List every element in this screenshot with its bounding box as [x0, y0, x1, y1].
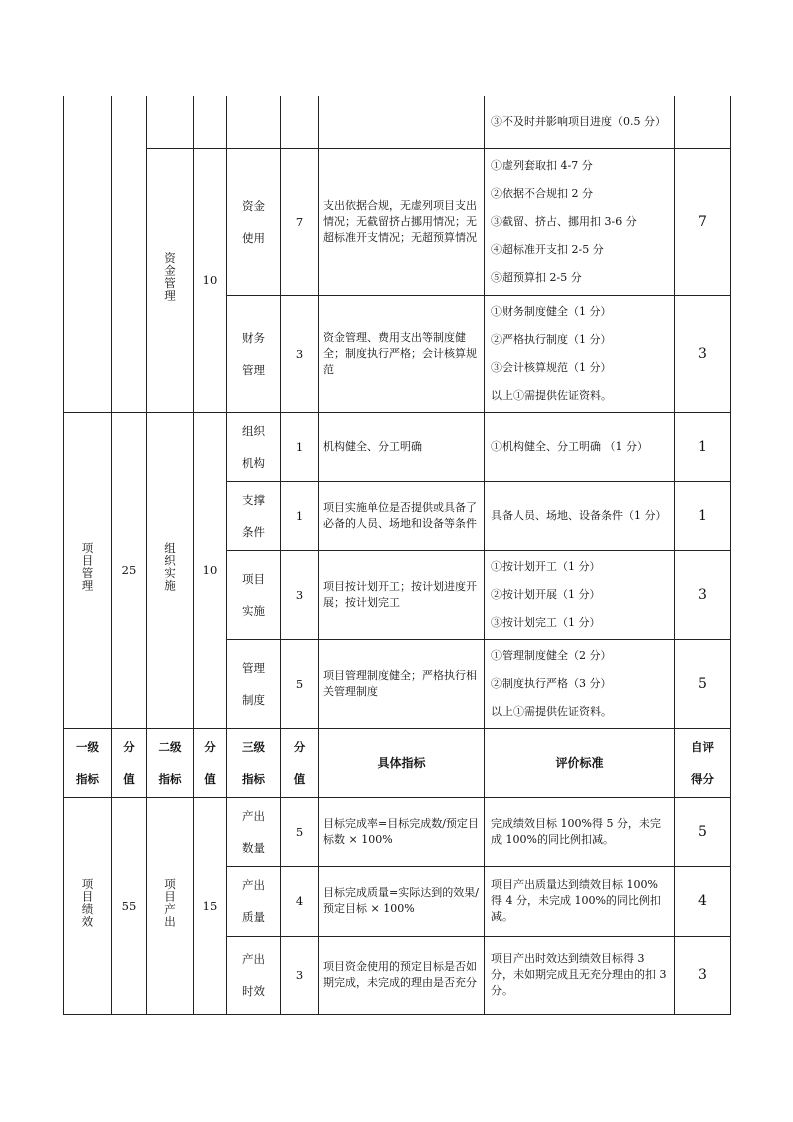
l1-score-cell: 55 — [112, 797, 147, 1014]
l2-cell: 资金管理 — [147, 148, 194, 412]
evaluation-table — [63, 96, 731, 1015]
self-score-cell: 3 — [675, 936, 731, 1014]
indicator-cell: 项目管理制度健全；严格执行相关管理制度 — [319, 639, 485, 728]
l3-score-cell: 3 — [281, 295, 319, 412]
criteria-cell: ③不及时并影响项目进度（0.5 分） — [485, 96, 675, 148]
criteria-cell: 具备人员、场地、设备条件（1 分） — [485, 481, 675, 550]
header-l1: 一级指标 — [64, 728, 112, 797]
l3-cell: 管理制度 — [227, 639, 281, 728]
l2-cell: 项目产出 — [147, 797, 194, 1014]
l3-cell: 产出时效 — [227, 936, 281, 1014]
table-row — [64, 96, 731, 148]
self-score-cell: 3 — [675, 295, 731, 412]
l2-score-cell: 15 — [194, 797, 227, 1014]
l1-score-cell: 25 — [112, 412, 147, 728]
criteria-cell: ①按计划开工（1 分） ②按计划开展（1 分） ③按计划完工（1 分） — [485, 550, 675, 639]
l2-cell: 组织实施 — [147, 412, 194, 728]
l1-cell: 项目管理 — [64, 412, 112, 728]
l2-score-cell: 10 — [194, 412, 227, 728]
indicator-cell: 项目实施单位是否提供或具备了必备的人员、场地和设备等条件 — [319, 481, 485, 550]
header-l1-score: 分值 — [112, 728, 147, 797]
self-score-cell: 5 — [675, 639, 731, 728]
l1-cell: 项目绩效 — [64, 797, 112, 1014]
l3-score-cell: 5 — [281, 639, 319, 728]
l3-score-cell: 3 — [281, 936, 319, 1014]
header-l3-score: 分值 — [281, 728, 319, 797]
indicator-cell: 项目按计划开工；按计划进度开展；按计划完工 — [319, 550, 485, 639]
self-score-cell: 3 — [675, 550, 731, 639]
l2-cell — [147, 96, 194, 148]
header-criteria: 评价标准 — [485, 728, 675, 797]
indicator-cell — [319, 96, 485, 148]
indicator-cell: 资金管理、费用支出等制度健全；制度执行严格；会计核算规范 — [319, 295, 485, 412]
criteria-cell: ①机构健全、分工明确 （1 分） — [485, 412, 675, 481]
criteria-cell: ①管理制度健全（2 分） ②制度执行严格（3 分） 以上①需提供佐证资料。 — [485, 639, 675, 728]
criteria-cell: ①财务制度健全（1 分） ②严格执行制度（1 分） ③会计核算规范（1 分） 以上①需提供佐证资料。 — [485, 295, 675, 412]
l3-cell — [227, 96, 281, 148]
criteria-cell: 完成绩效目标 100%得 5 分，未完成 100%的同比例扣减。 — [485, 797, 675, 866]
l1-cell — [64, 96, 112, 412]
indicator-cell: 机构健全、分工明确 — [319, 412, 485, 481]
l3-score-cell: 7 — [281, 148, 319, 295]
l3-score-cell: 1 — [281, 481, 319, 550]
table-row — [64, 797, 731, 866]
l2-score-cell — [194, 96, 227, 148]
indicator-cell: 目标完成质量=实际达到的效果/预定目标 × 100% — [319, 866, 485, 936]
l3-cell: 资金使用 — [227, 148, 281, 295]
criteria-cell: ①虚列套取扣 4-7 分 ②依据不合规扣 2 分 ③截留、挤占、挪用扣 3-6 分 ④超标准开支扣 2-5 分 ⑤超预算扣 2-5 分 — [485, 148, 675, 295]
l1-score-cell — [112, 96, 147, 412]
self-score-cell: 5 — [675, 797, 731, 866]
header-l3: 三级指标 — [227, 728, 281, 797]
self-score-cell: 1 — [675, 412, 731, 481]
l3-cell: 项目实施 — [227, 550, 281, 639]
l3-score-cell: 5 — [281, 797, 319, 866]
l3-cell: 组织机构 — [227, 412, 281, 481]
self-score-cell: 7 — [675, 148, 731, 295]
indicator-cell: 项目资金使用的预定目标是否如期完成，未完成的理由是否充分 — [319, 936, 485, 1014]
l3-cell: 支撑条件 — [227, 481, 281, 550]
self-score-cell: 1 — [675, 481, 731, 550]
l3-cell: 产出数量 — [227, 797, 281, 866]
l3-score-cell — [281, 96, 319, 148]
indicator-cell: 支出依据合规，无虚列项目支出情况；无截留挤占挪用情况；无超标准开支情况；无超预算情况 — [319, 148, 485, 295]
header-self-score: 自评得分 — [675, 728, 731, 797]
criteria-cell: 项目产出质量达到绩效目标 100%得 4 分，未完成 100%的同比例扣减。 — [485, 866, 675, 936]
l2-score-cell: 10 — [194, 148, 227, 412]
header-l2: 二级指标 — [147, 728, 194, 797]
indicator-cell: 目标完成率=目标完成数/预定目标数 × 100% — [319, 797, 485, 866]
l3-score-cell: 1 — [281, 412, 319, 481]
criteria-cell: 项目产出时效达到绩效目标得 3 分，未如期完成且无充分理由的扣 3 分。 — [485, 936, 675, 1014]
self-score-cell: 4 — [675, 866, 731, 936]
header-row — [64, 728, 731, 797]
table-row — [64, 412, 731, 481]
l3-cell: 财务管理 — [227, 295, 281, 412]
header-indicator: 具体指标 — [319, 728, 485, 797]
header-l2-score: 分值 — [194, 728, 227, 797]
l3-score-cell: 3 — [281, 550, 319, 639]
self-score-cell — [675, 96, 731, 148]
l3-score-cell: 4 — [281, 866, 319, 936]
l3-cell: 产出质量 — [227, 866, 281, 936]
table-row — [64, 148, 731, 295]
